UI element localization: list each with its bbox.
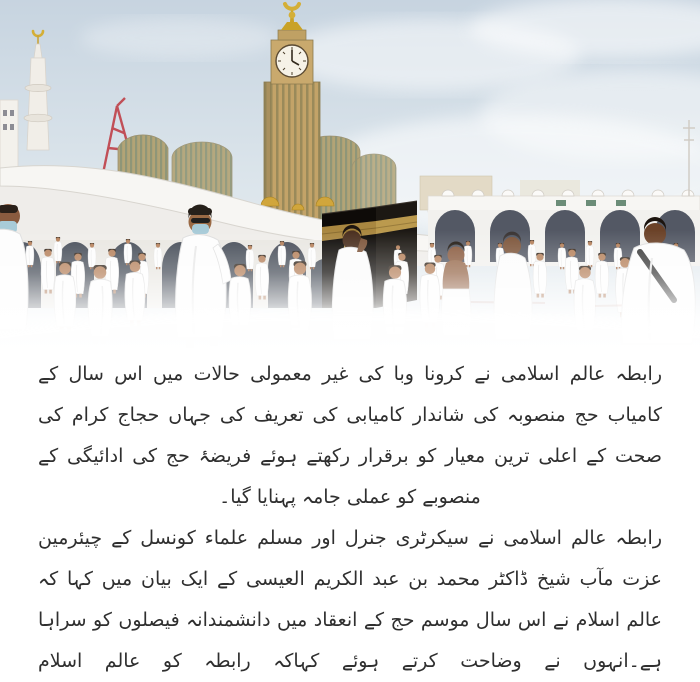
article-text xyxy=(0,352,700,682)
roof-domes xyxy=(442,190,694,196)
article-paragraph-2: رابطہ عالم اسلامی نے سیکرٹری جنرل اور مسلم علماء کونسل کے چیئرمین عزت مآب شیخ ڈاکٹر محمد بن عبد الکریم العیسی کے ایک بیان میں کہا کہ عالم اسلام نے اس سال موسم حج کے انعقاد میں دانشمندانہ فیصلوں کو سراہا ہے۔انہوں نے وضاحت کرتے ہوئے کہاکہ رابطہ کو عالم اسلام xyxy=(38,527,662,672)
sunglasses xyxy=(191,218,210,223)
article-paragraph-1: رابطہ عالم اسلامی نے کرونا وبا کی غیر معمولی حالات میں اس سال کے کامیاب حج منصوبہ کی شاندار کامیابی کی تعریف کی جہاں حجاج کرام کی صحت کے اعلی ترین معیار کو برقرار رکھتے ہوئے فریضۂ حج کی ادائیگی کے منصوبے کو عملی جامہ پہنایا گیا۔ xyxy=(38,363,662,508)
